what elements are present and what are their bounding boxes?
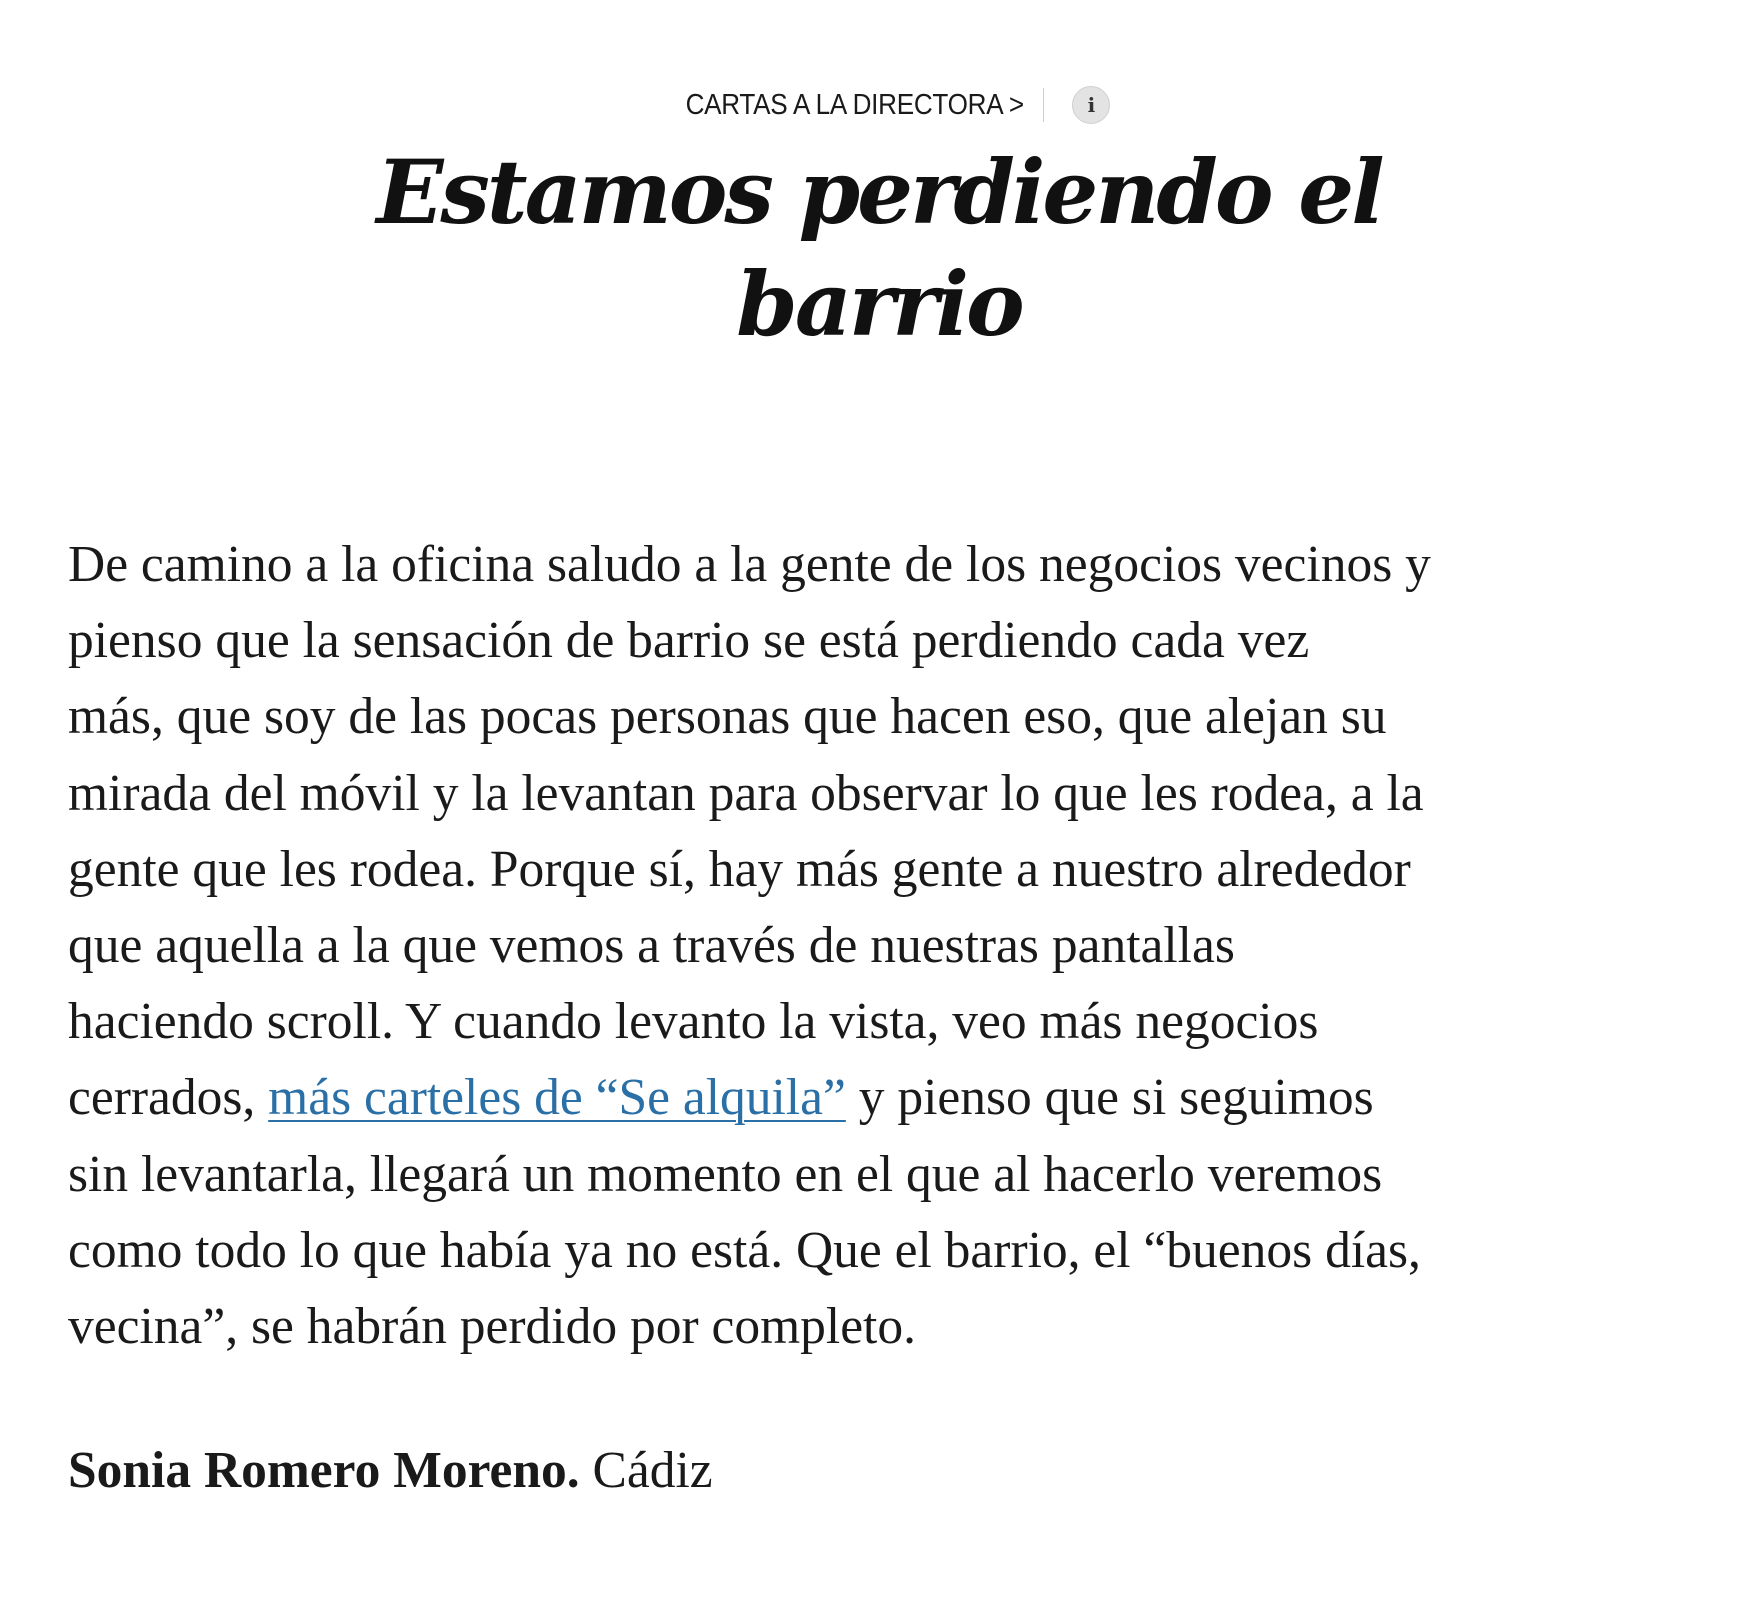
body-line: vecina”, se habrán perdido por completo. [68,1298,916,1356]
body-line: De camino a la oficina saludo a la gente de los negocios vecinos y [68,536,1431,593]
article-body [68,527,1688,1365]
article-title [0,136,1758,360]
divider [1043,88,1044,122]
body-line: sin levantarla, llegará un momento en el que al hacerlo veremos [68,1145,1383,1203]
body-line: más, que soy de las pocas personas que hacen eso, que alejan su [68,688,1387,746]
body-line: mirada del móvil y la levantan para observar lo que les rodea, a la [68,764,1424,822]
article-title-line-1: Estamos perdiendo el [376,140,1382,244]
author-location: Cádiz [579,1442,713,1499]
se-alquila-link[interactable]: más carteles de “Se alquila” [268,1069,846,1127]
info-icon-glyph: i [1087,93,1096,117]
body-line: que aquella a la que vemos a través de nuestras pantallas [68,917,1235,975]
author-name: Sonia Romero Moreno. [68,1442,580,1499]
body-line: como todo lo que había ya no está. Que el barrio, el “buenos días, [68,1221,1421,1279]
body-line: pienso que la sensación de barrio se está perdiendo cada vez [68,612,1310,670]
body-line: gente que les rodea. Porque sí, hay más gente a nuestro alrededor [68,840,1411,898]
body-line: haciendo scroll. Y cuando levanto la vista, veo más negocios [68,993,1319,1051]
body-text-segment: cerrados, [68,1069,269,1127]
info-icon[interactable] [1072,86,1110,124]
letter-signature [68,1438,713,1504]
section-link-cartas[interactable]: CARTAS A LA DIRECTORA > [685,88,1024,121]
body-line-with-link [68,1060,1688,1136]
body-text-segment: y pienso que si seguimos [845,1069,1374,1127]
section-header [0,86,1758,124]
article-title-line-2: barrio [736,252,1022,356]
